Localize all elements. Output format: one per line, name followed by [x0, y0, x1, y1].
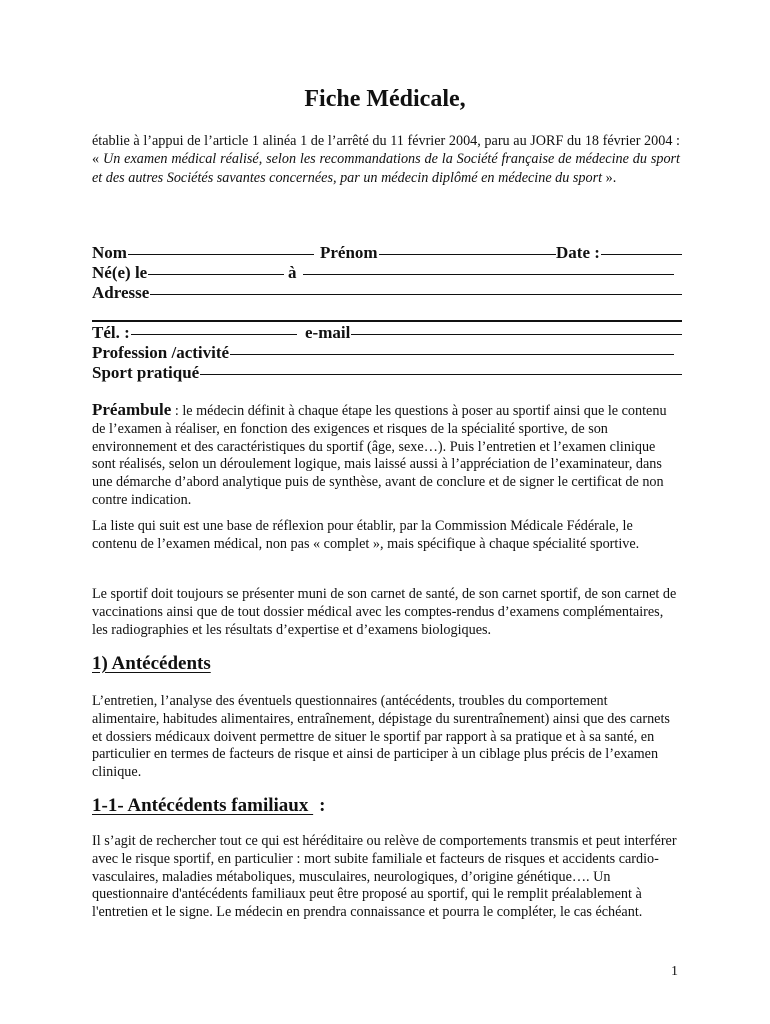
row-contact [92, 323, 682, 343]
label-nom: Nom [92, 243, 127, 262]
preambule-label: Préambule [92, 400, 172, 419]
document-title: Fiche Médicale, [304, 86, 466, 112]
line-nom[interactable] [128, 254, 314, 255]
field-nom[interactable] [92, 243, 314, 263]
line-lieu[interactable] [303, 274, 675, 275]
field-sport[interactable] [92, 363, 682, 383]
field-email[interactable] [305, 323, 682, 343]
label-ne-le: Né(e) le [92, 263, 148, 282]
row-naissance [92, 263, 682, 283]
section-1-1-heading [92, 795, 325, 817]
page-number: 1 [671, 964, 678, 979]
label-prenom: Prénom [320, 243, 378, 262]
line-ne-le[interactable] [148, 274, 284, 275]
field-tel[interactable] [92, 323, 297, 343]
label-profession: Profession /activité [92, 343, 230, 362]
preambule-paragraph [92, 401, 680, 510]
contact-fields [92, 323, 682, 383]
field-adresse[interactable] [92, 283, 682, 303]
line-profession[interactable] [230, 354, 674, 355]
row-adresse [92, 283, 682, 303]
line-adresse[interactable] [150, 294, 682, 295]
section-1-1-title: 1-1- Antécédents familiaux [92, 795, 314, 816]
row-profession [92, 343, 682, 363]
section-1-1-colon: : [319, 795, 326, 816]
sportif-paragraph: Le sportif doit toujours se présenter muni de son carnet de santé, de son carnet sportif, de son carnet de vaccinations ainsi que de tout dossier médical avec les comptes-rendus d’examens complémentaires, les radiographies et les résultats d’expertise et d’examens biologiques. [92, 586, 677, 638]
field-profession[interactable] [92, 343, 674, 363]
intro-text: établie à l’appui de l’article 1 alinéa 1 de l’arrêté du 11 février 2004, paru au JORF du 18 février 2004 : « [92, 133, 680, 168]
row-nom [92, 243, 682, 263]
line-prenom[interactable] [379, 254, 556, 255]
field-prenom[interactable] [320, 243, 556, 263]
label-date: Date : [556, 243, 600, 262]
section-1-1-text: Il s’agit de rechercher tout ce qui est héréditaire ou relève de comportements transmis et peut interférer avec le risque sportif, en particulier : mort subite familiale et facteurs de risques et accidents cardio-vasculaires, maladies métaboliques, musculaires, neurologiques, d’origine génétique…. Un questionnaire d'antécédents familiaux peut être proposé au sportif, qui le remplit préalablement à l'entretien et le signe. Le médecin en prendra connaissance et pourra le compléter, le cas échéant. [92, 833, 677, 921]
label-tel: Tél. : [92, 323, 130, 342]
liste-paragraph: La liste qui suit est une base de réflexion pour établir, par la Commission Médicale Fédérale, le contenu de l’examen médical, non pas « complet », mais spécifique à chaque spécialité sportive. [92, 518, 640, 552]
line-date[interactable] [601, 254, 682, 255]
field-lieu[interactable] [288, 263, 674, 283]
label-a: à [288, 263, 297, 282]
field-ne-le[interactable] [92, 263, 284, 283]
section-1-heading: 1) Antécédents [92, 653, 211, 674]
line-email[interactable] [351, 334, 682, 335]
intro-quote: Un examen médical réalisé, selon les recommandations de la Société française de médecine du sport et des autres Sociétés savantes concernées, par un médecin diplômé en médecine du sport [92, 151, 680, 186]
preambule-text: : le médecin définit à chaque étape les questions à poser au sportif ainsi que le contenu de l’examen à réaliser, en fonction des exigences et risques de la spécialité sportive, de son environnement et des caractéristiques du sportif (âge, sexe…). Puis l’entretien et l’examen clinique sont réalisés, selon un déroulement logique, mais laissé aussi à l’appréciation de l’examinateur, dans une démarche d’abord analytique puis de synthèse, avant de conclure et de signer le certificat de non contre indication. [92, 403, 667, 508]
label-adresse: Adresse [92, 283, 150, 302]
line-tel[interactable] [131, 334, 297, 335]
field-date[interactable] [556, 243, 682, 263]
identity-fields [92, 243, 682, 303]
line-sport[interactable] [200, 374, 682, 375]
row-sport [92, 363, 682, 383]
intro-end: ». [602, 169, 617, 186]
label-sport: Sport pratiqué [92, 363, 200, 382]
section-1-text: L’entretien, l’analyse des éventuels questionnaires (antécédents, troubles du comportement alimentaire, habitudes alimentaires, entraînement, dépistage du surentraînement) ainsi que des carnets et dossiers médicaux doivent permettre de situer le sportif par rapport à sa pratique et à sa santé, en particulier en termes de facteurs de risque et ainsi de participer à un ciblage plus précis de l’examen clinique. [92, 693, 670, 781]
label-email: e-mail [305, 323, 351, 342]
separator-line [92, 320, 682, 322]
intro-paragraph [92, 132, 680, 187]
